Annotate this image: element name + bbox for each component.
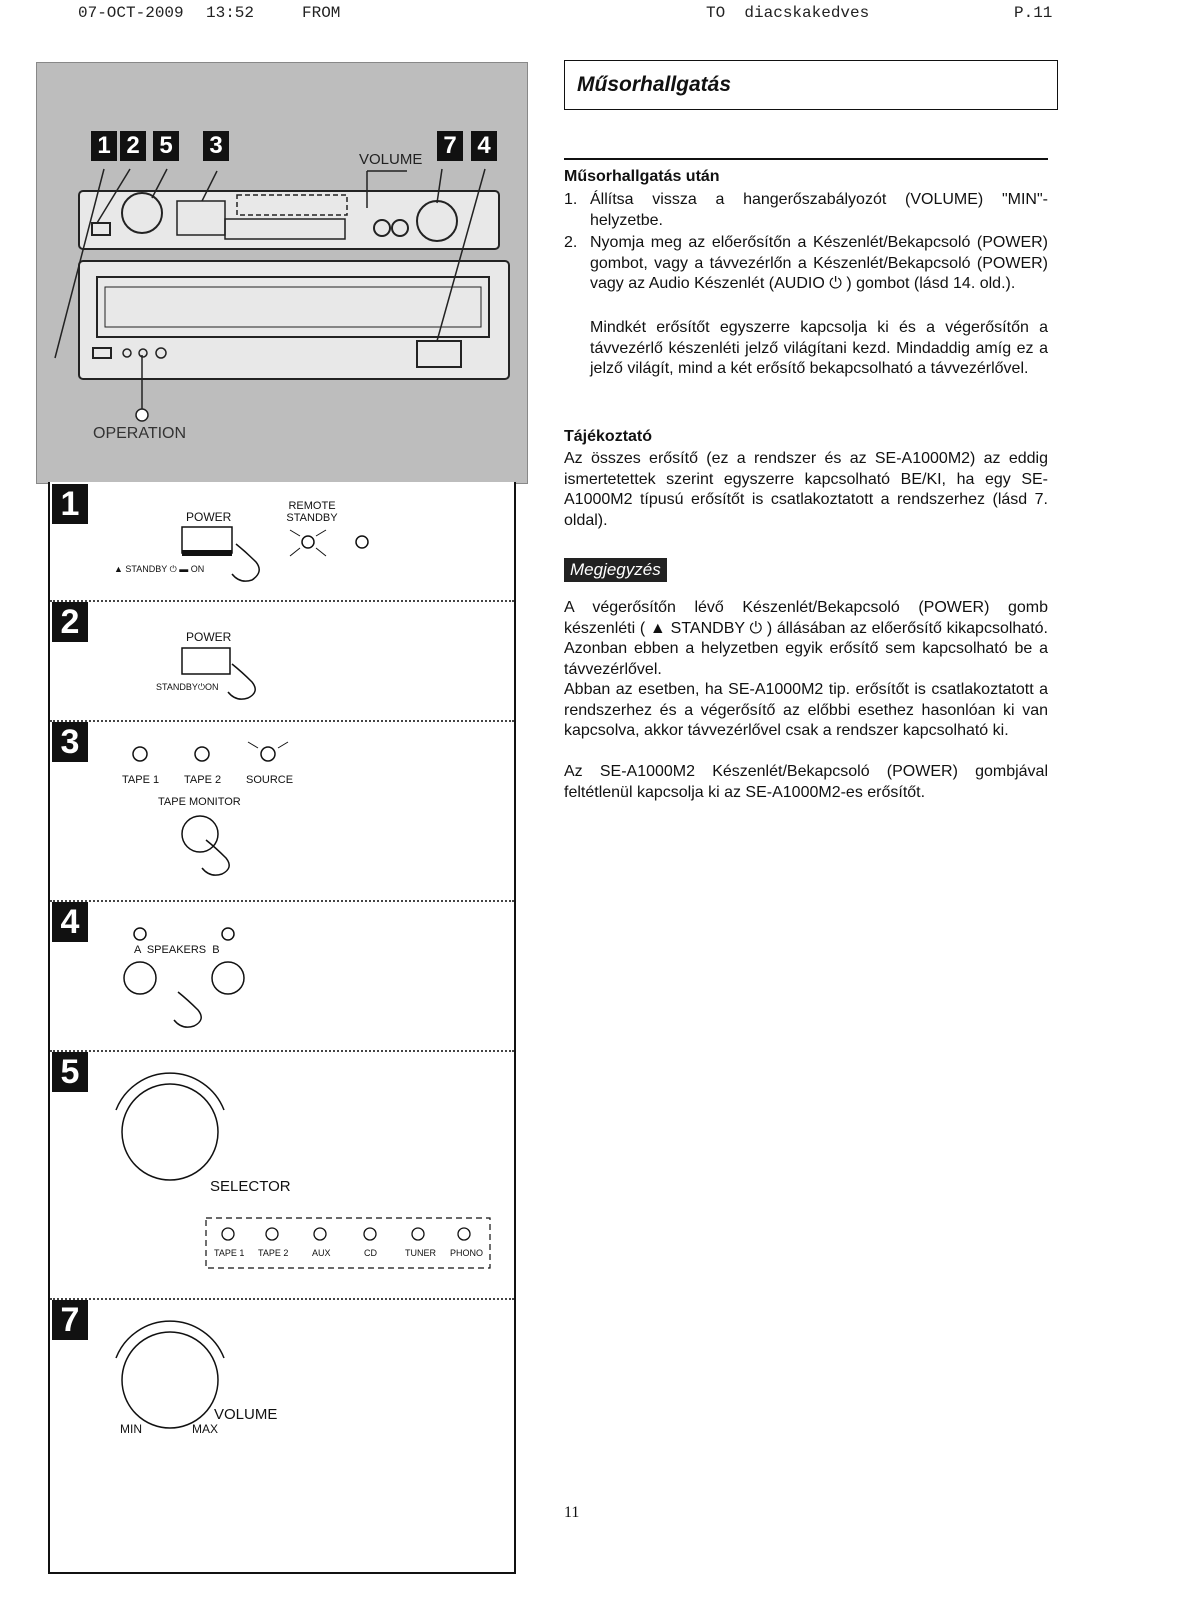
note-label: Megjegyzés bbox=[564, 558, 667, 582]
step-7-volume-label: VOLUME bbox=[214, 1406, 278, 1423]
note-paragraph-3: Az SE-A1000M2 Készenlét/Bekapcsoló (POWER) gombjával feltétlenül kapcsolja ki az SE-A1000M2-es erősítőt. bbox=[564, 763, 1048, 801]
input-label-aux: AUX bbox=[312, 1248, 331, 1258]
step-3-tape2-label: TAPE 2 bbox=[184, 774, 222, 786]
list-item-1-number: 1. bbox=[564, 191, 578, 208]
step-4 bbox=[50, 900, 514, 1052]
list-item-2-text: Nyomja meg az előerősítőn a Készenlét/Bekapcsoló (POWER) gombot, vagy a távvezérlőn a Készenlét/Bekapcsoló (POWER) vagy az Audio Készenlét (AUDIO ⏻ ) gombot (lásd 14. old.). bbox=[590, 234, 1048, 292]
step-3-source-label: SOURCE bbox=[246, 774, 294, 786]
callout-3: 3 bbox=[203, 131, 229, 161]
step-2-drawing bbox=[50, 600, 514, 720]
fax-from: FROM bbox=[302, 4, 341, 22]
callout-7: 7 bbox=[437, 131, 463, 161]
fax-time: 13:52 bbox=[206, 4, 255, 22]
input-label-tape2: TAPE 2 bbox=[258, 1248, 289, 1258]
step-2-power-label: POWER bbox=[186, 630, 232, 644]
step-4-number: 4 bbox=[52, 902, 88, 942]
title-box bbox=[564, 60, 1058, 110]
operation-label: OPERATION bbox=[93, 425, 187, 442]
list-item-2-cont-text: Mindkét erősítőt egyszerre kapcsolja ki és a végerősítőn a távvezérlő készenléti jelző világítani kezd. Mindaddig amíg ez a jelző világít, mind a két erősítő bekapcsolható a távvezérlővel. bbox=[590, 319, 1048, 377]
step-5-number: 5 bbox=[52, 1052, 88, 1092]
step-7-min-label: MIN bbox=[120, 1422, 142, 1436]
page-title: Műsorhallgatás bbox=[577, 73, 732, 96]
fax-page: P.11 bbox=[1014, 4, 1053, 22]
step-2-number: 2 bbox=[52, 602, 88, 642]
step-7-max-label: MAX bbox=[192, 1422, 219, 1436]
list-item-2-number: 2. bbox=[564, 234, 578, 251]
callout-2: 2 bbox=[120, 131, 146, 161]
step-1 bbox=[50, 482, 514, 602]
step-3-drawing bbox=[50, 720, 514, 900]
input-label-tuner: TUNER bbox=[405, 1248, 436, 1258]
amplifier-drawing bbox=[37, 63, 527, 483]
step-2-standby-on-label: STANDBY⏻ON bbox=[156, 682, 219, 692]
fax-date: 07-OCT-2009 bbox=[78, 4, 184, 22]
callout-1: 1 bbox=[91, 131, 117, 161]
step-4-drawing bbox=[50, 900, 514, 1050]
input-label-tape1: TAPE 1 bbox=[214, 1248, 245, 1258]
callout-5: 5 bbox=[153, 131, 179, 161]
volume-callout-label: VOLUME bbox=[359, 151, 423, 168]
fax-to: TO diacskakedves bbox=[706, 4, 870, 22]
step-4-speakers-label: A SPEAKERS B bbox=[134, 944, 220, 956]
steps-panel bbox=[48, 482, 516, 1574]
section1-heading: Műsorhallgatás után bbox=[564, 168, 720, 185]
section2-body: Az összes erősítő (ez a rendszer és az SE-A1000M2) az eddig ismertetettek szerint egyszerre kapcsolható BE/KI, ha egy SE-A1000M2 típusú erősítőt is csatlakoztatott a rendszerhez (lásd 7. oldal). bbox=[564, 450, 1048, 529]
page-number: 11 bbox=[564, 1504, 580, 1521]
illustration-column bbox=[36, 62, 526, 1577]
step-1-number: 1 bbox=[52, 484, 88, 524]
step-3-tape-monitor-label: TAPE MONITOR bbox=[158, 796, 241, 808]
callout-4: 4 bbox=[471, 131, 497, 161]
step-7-number: 7 bbox=[52, 1300, 88, 1340]
step-5-drawing bbox=[50, 1050, 514, 1298]
step-5-selector-label: SELECTOR bbox=[210, 1178, 291, 1195]
note-paragraph-1: A végerősítőn lévő Készenlét/Bekapcsoló (POWER) gomb készenléti ( ▲ STANDBY ⏻ ) állásában az előerősítő kikapcsolható. Azonban ebben a helyzetben egyik erősítő sem kapcsolható be a távvezérlővel. bbox=[564, 599, 1048, 678]
step-2 bbox=[50, 600, 514, 722]
input-label-cd: CD bbox=[364, 1248, 377, 1258]
step-1-power-label: POWER bbox=[186, 510, 232, 524]
step-1-standby-on-label: ▲ STANDBY ⏻ ▬ ON bbox=[114, 564, 205, 574]
step-3 bbox=[50, 720, 514, 902]
step-1-remote-standby-label: REMOTE STANDBY bbox=[286, 500, 338, 524]
amplifier-illustration bbox=[36, 62, 528, 484]
step-3-tape1-label: TAPE 1 bbox=[122, 774, 160, 786]
section-rule bbox=[564, 158, 1048, 160]
step-3-number: 3 bbox=[52, 722, 88, 762]
step-7 bbox=[50, 1298, 514, 1568]
note-paragraph-2: Abban az esetben, ha SE-A1000M2 tip. erősítőt is csatlakoztatott a rendszerhez és a végerősítő az előbbi esethez hasonlóan ki van kapcsolva, akkor távvezérlővel csak a rendszer kapcsolható ki. bbox=[564, 681, 1048, 739]
list-item-1-text: Állítsa vissza a hangerőszabályozót (VOLUME) "MIN"-helyzetbe. bbox=[590, 191, 1048, 229]
step-5 bbox=[50, 1050, 514, 1300]
input-label-phono: PHONO bbox=[450, 1248, 484, 1258]
section2-heading: Tájékoztató bbox=[564, 428, 653, 445]
